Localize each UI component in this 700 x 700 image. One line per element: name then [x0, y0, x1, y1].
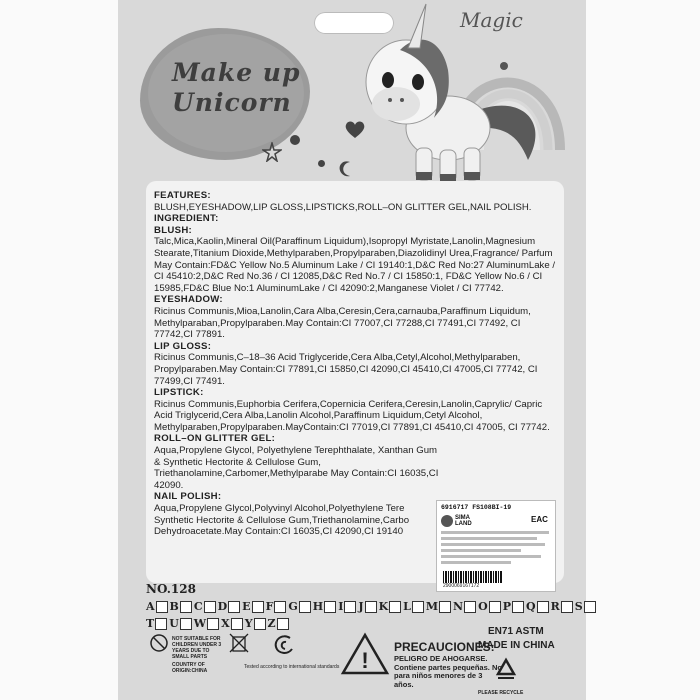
- letter-checkbox: [412, 601, 424, 613]
- unicorn-muzzle: [372, 87, 420, 121]
- model-number: NO.128: [146, 582, 196, 596]
- dot-decoration: [318, 160, 325, 167]
- checkbox-letter: O: [478, 600, 488, 613]
- letter-checkbox: [180, 601, 192, 613]
- checkbox-letter: M: [425, 600, 439, 613]
- magic-text: Magic: [460, 8, 523, 32]
- barcode: [443, 571, 503, 583]
- checkbox-letter: K: [378, 600, 389, 613]
- lip-gloss-text: Ricinus Communis,C–18–36 Acid Triglyceride,Cera Alba,Cetyl,Alcohol,Methylparaben, Propylparaben.May Contain:CI 77891,CI 15850,CI 42090,CI 45410,CI 47005,CI 77742, CI 77499,CI 77491.: [154, 352, 538, 387]
- letter-checkbox: [584, 601, 596, 613]
- glitter-gel-heading: ROLL–ON GLITTER GEL:: [154, 433, 276, 445]
- letter-checkbox: [365, 601, 377, 613]
- warning-triangle-icon: [340, 632, 390, 676]
- checkbox-letter: U: [169, 617, 179, 630]
- checkbox-letter: A: [146, 600, 155, 613]
- letter-checkbox: [207, 618, 219, 630]
- star-icon: [262, 142, 282, 162]
- checkbox-letter: P: [502, 600, 511, 613]
- letter-checkbox: [204, 601, 216, 613]
- age-warning-icon: [150, 634, 168, 652]
- letter-checkbox: [439, 601, 451, 613]
- checkbox-letter: H: [312, 600, 324, 613]
- standards-text: Tested according to international standards: [244, 664, 340, 670]
- letter-checkbox: [561, 601, 573, 613]
- letter-checkbox: [489, 601, 501, 613]
- country-text: COUNTRY OF ORIGIN:CHINA: [172, 662, 208, 674]
- nail-polish-text: Aqua,Propylene Glycol,Polyvinyl Alcohol,Polyethylene Tere Synthetic Hectorite & Cellulose Gum,Triethanolamine,Carbo Dehydroacetate.May Contain:CI 16035,CI 42090,CI 19140: [154, 503, 410, 538]
- letter-checkbox: [228, 601, 240, 613]
- checkbox-letter: D: [217, 600, 228, 613]
- checkbox-letter: N: [453, 600, 464, 613]
- glitter-gel-text: Aqua,Propylene Glycol, Polyethylene Terephthalate, Xanthan Gum & Synthetic Hectorite & Cellulose Gum, Triethanolamine,Carbomer,Methylparabe May Contain:CI 16035,CI 42090.: [154, 445, 439, 491]
- letter-checkbox: [274, 601, 286, 613]
- checkbox-letter: T: [146, 617, 155, 630]
- letter-checkbox: [231, 618, 243, 630]
- precauciones-text: PELIGRO DE AHOGARSE. Contiene partes pequeñas. No para niños menores de 3 años.: [394, 654, 502, 689]
- letter-checkbox: [277, 618, 289, 630]
- nail-polish-heading: NAIL POLISH:: [154, 491, 222, 503]
- brand-line-1: SIMA: [455, 515, 470, 521]
- letter-checkbox: [324, 601, 336, 613]
- features-heading: FEATURES:: [154, 190, 211, 201]
- trash-bin-icon: [228, 632, 250, 654]
- made-in-china: MADE IN CHINA: [478, 640, 555, 651]
- letter-checkbox: [156, 601, 168, 613]
- barcode-number: 2900069167172: [443, 583, 480, 589]
- checkbox-letter: L: [403, 600, 411, 613]
- dot-decoration: [500, 62, 508, 70]
- checkbox-letter: F: [265, 600, 274, 613]
- blush-heading: BLUSH:: [154, 224, 193, 236]
- checkbox-letter: S: [574, 600, 583, 613]
- checkbox-letter: C: [193, 600, 203, 613]
- letters-row-1: [146, 600, 598, 613]
- lip-gloss-heading: LIP GLOSS:: [154, 340, 212, 352]
- dot-decoration: [290, 135, 300, 145]
- checkbox-letter: Q: [525, 600, 536, 613]
- letter-checkbox: [254, 618, 266, 630]
- letter-checkbox: [464, 601, 476, 613]
- standards-logo-icon: [272, 634, 296, 656]
- eac-mark: EAC: [531, 515, 548, 524]
- letter-checkbox: [537, 601, 549, 613]
- checkbox-letter: Z: [267, 617, 276, 630]
- unicorn-illustration: [360, 0, 570, 185]
- sticker-code: 6916717 FS108BI-19: [441, 504, 512, 511]
- checkbox-letter: R: [550, 600, 560, 613]
- letter-checkbox: [344, 601, 356, 613]
- checkbox-letter: G: [288, 600, 298, 613]
- checkbox-letter: I: [338, 600, 344, 613]
- checkbox-letter: J: [358, 600, 364, 613]
- blush-text: Talc,Mica,Kaolin,Mineral Oil(Paraffinum Liquidum),Isopropyl Myristate,Lanolin,Magnesium Stearate,Titanium Dioxide,Methylparaben,Propylparaben,Diazolidinyl Urea,Fragrance/ Parfum May Contain:FD&C Yellow No.5 Aluminum Lake / CI 19140:1,D&C Red No:27 AluminumLake / CI 45410:2,D&C Red No.36 / CI 12085,D&C Red No.7 / CI 15850:1, FD&C Yellow No.6 / CI 15985,FD&C Blue No:1 AluminumLake / CI 42090:2,Manganese Violet / CI 77742.: [154, 236, 556, 294]
- sima-land-logo: [441, 515, 453, 527]
- checkbox-letter: X: [221, 617, 230, 630]
- title-line-2: Unicorn: [172, 88, 292, 117]
- letter-checkbox: [389, 601, 401, 613]
- lipstick-heading: LIPSTICK:: [154, 387, 204, 399]
- letters-row-2: [146, 617, 291, 630]
- letter-checkbox: [512, 601, 524, 613]
- en71-astm: EN71 ASTM: [488, 626, 544, 637]
- ingredients-text: [154, 190, 556, 538]
- eyeshadow-text: Ricinus Communis,Mioa,Lanolin,Cara Alba,Ceresin,Cera,carnauba,Paraffinum Liquidum, Methylparaban,Propylparaben.May Contain:CI 77007,CI 77288,CI 77491,CI 77492, CI 77742,CI 77891.: [154, 305, 531, 341]
- not-suitable-text: NOT SUITABLE FOR CHILDREN UNDER 3 YEARS DUE TO SMALL PARTS: [172, 636, 222, 660]
- recycle-icon: [488, 654, 524, 690]
- lipstick-text: Ricinus Communis,Euphorbia Cerifera,Copernicia Cerifera,Ceresin,Lanolin,Caprylic/ Capric Acid Triglycerid,Cera Alba,Lanolin Alcohol,Paraffinum Liquidum,Cetyl Alcohol, Methylparaben,Propylparaben.MayContain:CI 77019,CI 77891,CI 45410,CI 47005, CI 77742.: [154, 398, 550, 433]
- letter-checkbox: [252, 601, 264, 613]
- checkbox-letter: B: [169, 600, 179, 613]
- checkbox-letter: E: [242, 600, 251, 613]
- svg-text:!: !: [361, 648, 369, 673]
- ingredient-heading: INGREDIENT:: [154, 213, 219, 225]
- brand-line-2: LAND: [455, 521, 472, 527]
- checkbox-letter: W: [193, 617, 207, 630]
- recycle-text: PLEASE RECYCLE: [478, 690, 524, 696]
- eyeshadow-heading: EYESHADOW:: [154, 294, 223, 306]
- precauciones-title: PRECAUCIONES:: [394, 640, 495, 654]
- features-text: BLUSH,EYESHADOW,LIP GLOSS,LIPSTICKS,ROLL–ON GLITTER GEL,NAIL POLISH.: [154, 201, 532, 213]
- sticker-brand: [455, 515, 472, 527]
- checkbox-letter: Y: [244, 617, 253, 630]
- barcode-sticker: [436, 500, 556, 592]
- heart-icon: [344, 120, 366, 140]
- letter-checkbox: [299, 601, 311, 613]
- letter-checkbox: [155, 618, 167, 630]
- moon-icon: [338, 160, 354, 178]
- letter-checkbox: [180, 618, 192, 630]
- title-line-1: Make up: [172, 58, 301, 87]
